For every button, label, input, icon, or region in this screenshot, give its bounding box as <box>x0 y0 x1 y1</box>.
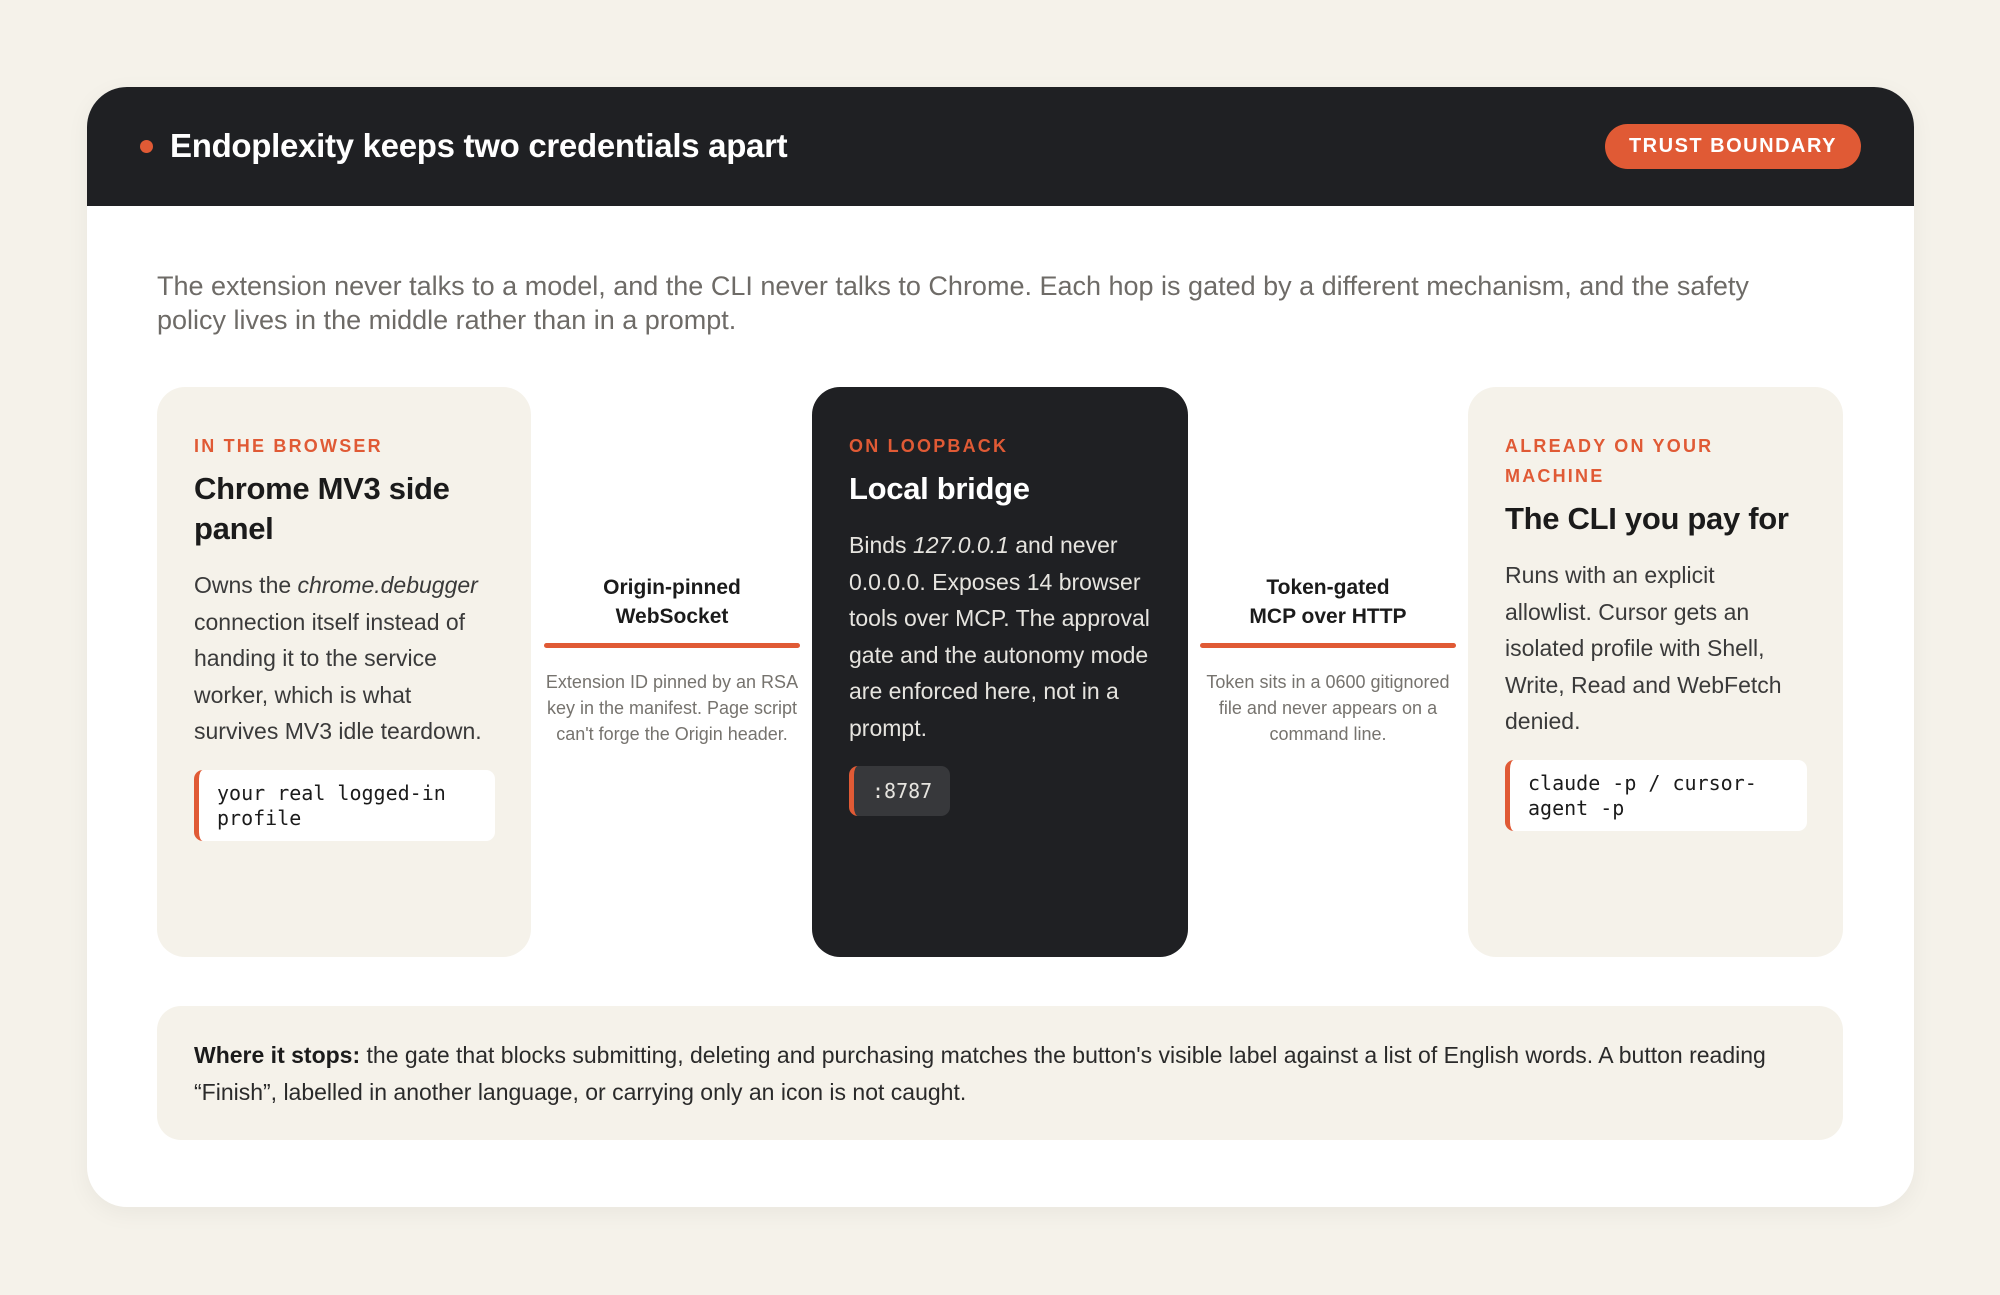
connector-note: Extension ID pinned by an RSA key in the manifest. Page script can't forge the Origin header. <box>545 672 799 744</box>
limitation-note <box>157 1006 1843 1140</box>
panel-title: The CLI you pay for <box>1505 501 1789 536</box>
panel-eyebrow: ALREADY ON YOUR MACHINE <box>1505 436 1714 486</box>
mcp-http-connector <box>1200 387 1456 957</box>
bullet-dot-icon <box>140 140 153 153</box>
panel-code-chip: claude -p / cursor-agent -p <box>1505 760 1807 831</box>
port-code-chip: :8787 <box>849 766 950 816</box>
browser-panel <box>157 387 531 957</box>
intro-text: The extension never talks to a model, and the CLI never talks to Chrome. Each hop is gated by a different mechanism, and the safety policy lives in the middle rather than in a prompt. <box>157 271 1749 335</box>
limitation-lead: Where it stops: <box>194 1042 361 1068</box>
cli-panel <box>1468 387 1843 957</box>
panel-body: Binds 127.0.0.1 and never 0.0.0.0. Exposes 14 browser tools over MCP. The approval gate and the autonomy mode are enforced here, not in a prompt. <box>849 532 1150 741</box>
connector-line <box>1200 643 1456 648</box>
connector-line <box>544 643 800 648</box>
panel-body: Runs with an explicit allowlist. Cursor gets an isolated profile with Shell, Write, Read and WebFetch denied. <box>1505 562 1782 734</box>
connector-label: Origin-pinned WebSocket <box>603 576 741 628</box>
panel-eyebrow: IN THE BROWSER <box>194 436 383 456</box>
connector-note: Token sits in a 0600 gitignored file and never appears on a command line. <box>1206 672 1450 744</box>
connector-label: Token-gated MCP over HTTP <box>1249 576 1407 628</box>
limitation-text: the gate that blocks submitting, deleting and purchasing matches the button's visible label against a list of English words. A button reading “Finish”, labelled in another language, or carrying only an icon is not caught. <box>194 1042 1766 1105</box>
trust-boundary-badge: TRUST BOUNDARY <box>1605 124 1861 169</box>
panel-title: Local bridge <box>849 471 1030 506</box>
panel-title: Chrome MV3 side panel <box>194 471 450 546</box>
header-bar <box>87 87 1914 206</box>
diagram-title: Endoplexity keeps two credentials apart <box>170 127 788 164</box>
panel-body: Owns the chrome.debugger connection itself instead of handing it to the service worker, which is what survives MV3 idle teardown. <box>194 572 482 744</box>
websocket-connector <box>544 387 800 957</box>
panel-code-chip: your real logged-in profile <box>194 770 495 841</box>
panel-eyebrow: ON LOOPBACK <box>849 436 1009 456</box>
diagram-card <box>87 87 1914 1207</box>
local-bridge-panel <box>812 387 1188 957</box>
